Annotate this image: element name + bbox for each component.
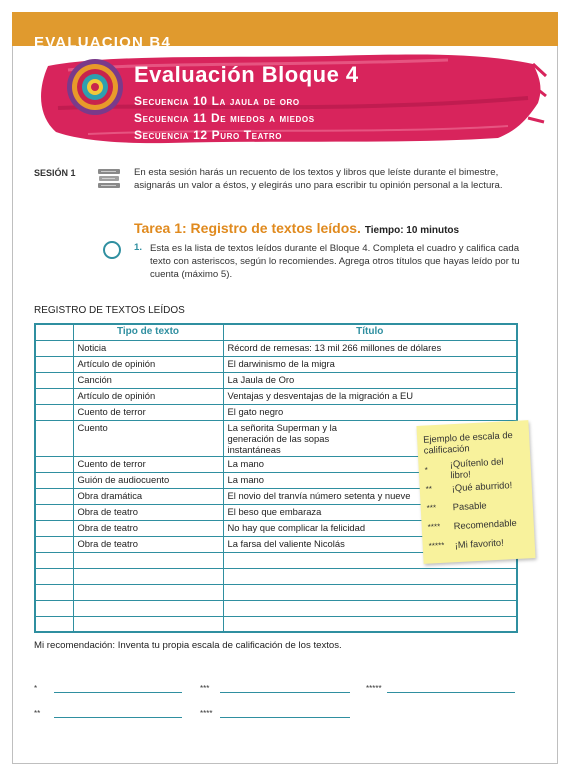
type-cell: Cuento de terror xyxy=(73,456,223,472)
note-item xyxy=(424,455,525,479)
target-icon xyxy=(66,58,124,116)
scale-input-4[interactable] xyxy=(220,717,350,718)
column-header-type: Tipo de texto xyxy=(73,324,223,340)
column-header-title: Título xyxy=(223,324,517,340)
table-row xyxy=(35,372,517,388)
note-stars: * xyxy=(424,465,429,475)
type-cell: Guión de audiocuento xyxy=(73,472,223,488)
task-title: Tarea 1: Registro de textos leídos. xyxy=(134,220,361,236)
rating-cell[interactable] xyxy=(35,520,73,536)
note-stars: *** xyxy=(426,503,437,513)
rating-cell[interactable] xyxy=(35,340,73,356)
type-cell: Obra de teatro xyxy=(73,536,223,552)
note-label: ¡Mi favorito! xyxy=(454,536,504,551)
type-cell: Artículo de opinión xyxy=(73,356,223,372)
scale-stars-5: ***** xyxy=(366,684,382,693)
title-cell: La mano xyxy=(223,456,517,472)
rating-cell[interactable] xyxy=(35,388,73,404)
scale-input-2[interactable] xyxy=(54,717,182,718)
title-cell: El gato negro xyxy=(223,404,517,420)
note-stars: ** xyxy=(425,484,433,494)
title-cell: La farsa del valiente Nicolás xyxy=(223,536,517,552)
table-row xyxy=(35,388,517,404)
task-number: 1. xyxy=(134,242,143,253)
sequence-12: Secuencia 12 Puro Teatro xyxy=(134,128,283,142)
sequence-10: Secuencia 10 La jaula de oro xyxy=(134,94,300,108)
activity-circle-icon xyxy=(103,241,121,259)
rating-scale-sticky-note xyxy=(416,420,535,564)
recommendation-text: Mi recomendación: Inventa tu propia escala de calificación de los textos. xyxy=(34,640,342,651)
rating-cell[interactable] xyxy=(35,420,73,456)
type-cell: Cuento de terror xyxy=(73,404,223,420)
task-instructions: Esta es la lista de textos leídos durante el Bloque 4. Completa el cuadro y califica cada texto con asteriscos, según lo recomiendes. Agrega otros títulos que hayas leído por tu cuenta (máximo 5). xyxy=(150,243,520,280)
type-cell: Obra de teatro xyxy=(73,520,223,536)
scale-stars-2: ** xyxy=(34,709,41,718)
type-cell: Obra de teatro xyxy=(73,504,223,520)
rating-cell[interactable] xyxy=(35,372,73,388)
note-title: Ejemplo de escala de calificación xyxy=(422,429,513,456)
empty-table-row[interactable] xyxy=(35,568,517,584)
scale-input-1[interactable] xyxy=(54,692,182,693)
header-band-title: EVALUACION B4 xyxy=(34,34,171,51)
note-label: Recomendable xyxy=(453,516,517,532)
title-cell: Ventajas y desventajas de la migración a EU xyxy=(223,388,517,404)
scale-input-5[interactable] xyxy=(387,692,515,693)
table-row xyxy=(35,404,517,420)
rating-cell[interactable] xyxy=(35,456,73,472)
scale-stars-4: **** xyxy=(200,709,213,718)
table-row xyxy=(35,340,517,356)
scale-stars-1: * xyxy=(34,684,38,693)
scale-stars-3: *** xyxy=(200,684,210,693)
sequence-11: Secuencia 11 De miedos a miedos xyxy=(134,111,315,125)
title-cell: No hay que complicar la felicidad xyxy=(223,520,517,536)
note-label: ¡Qué aburrido! xyxy=(451,479,513,494)
note-label: ¡Quítenlo del libro! xyxy=(449,455,504,480)
session-intro: En esta sesión harás un recuento de los textos y libros que leíste durante el bimestre, asignarás un valor a éstos, y elegirás uno para escribir tu opinión personal a la lectura. xyxy=(134,167,503,191)
title-cell: Récord de remesas: 13 mil 266 millones de dólares xyxy=(223,340,517,356)
books-icon xyxy=(96,166,122,192)
banner-title: Evaluación Bloque 4 xyxy=(134,62,359,87)
title-cell: El darwinismo de la migra xyxy=(223,356,517,372)
session-label: SESIÓN 1 xyxy=(34,168,76,178)
empty-table-row[interactable] xyxy=(35,584,517,600)
type-cell: Cuento xyxy=(73,420,223,456)
empty-table-row[interactable] xyxy=(35,616,517,632)
scale-input-3[interactable] xyxy=(220,692,350,693)
rating-cell[interactable] xyxy=(35,356,73,372)
type-cell: Noticia xyxy=(73,340,223,356)
task-heading xyxy=(134,220,459,236)
register-title: REGISTRO DE TEXTOS LEÍDOS xyxy=(34,305,185,316)
title-cell: La señorita Superman y la generación de las sopas instantáneas xyxy=(223,420,517,456)
rating-cell[interactable] xyxy=(35,472,73,488)
type-cell: Artículo de opinión xyxy=(73,388,223,404)
note-item xyxy=(428,531,529,555)
note-stars: **** xyxy=(427,521,441,532)
title-cell: La Jaula de Oro xyxy=(223,372,517,388)
type-cell: Obra dramática xyxy=(73,488,223,504)
rating-cell[interactable] xyxy=(35,488,73,504)
rating-cell[interactable] xyxy=(35,504,73,520)
rating-cell[interactable] xyxy=(35,536,73,552)
empty-table-row[interactable] xyxy=(35,600,517,616)
table-row xyxy=(35,356,517,372)
column-header-rating xyxy=(35,324,73,340)
note-stars: ***** xyxy=(428,540,445,551)
task-time: Tiempo: 10 minutos xyxy=(364,225,460,236)
rating-cell[interactable] xyxy=(35,404,73,420)
title-cell: El novio del tranvía número setenta y nueve xyxy=(223,488,517,504)
title-cell: El beso que embaraza xyxy=(223,504,517,520)
note-label: Pasable xyxy=(452,499,487,513)
type-cell: Canción xyxy=(73,372,223,388)
title-cell: La mano xyxy=(223,472,517,488)
